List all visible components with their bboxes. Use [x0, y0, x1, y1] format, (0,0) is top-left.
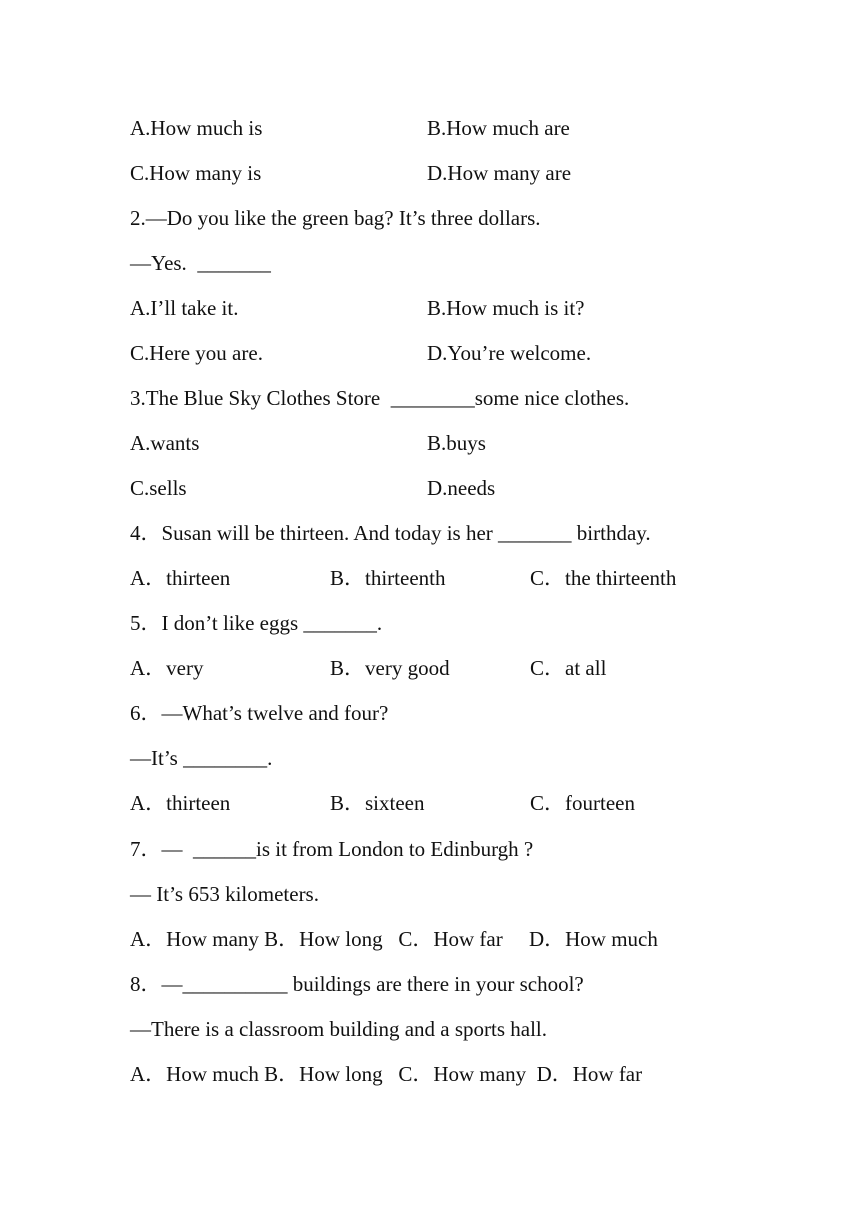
- q8-options: A．How much B．How long C．How many D．How far: [130, 1062, 643, 1086]
- q2-option-b: B.How much is it?: [427, 296, 585, 320]
- q1-option-b: B.How much are: [427, 116, 570, 140]
- q7-options: A．How many B．How long C．How far D．How much: [130, 927, 658, 951]
- q5-option-a: A．very: [130, 656, 204, 680]
- q2-answer: [130, 251, 271, 275]
- q6-question: 6．—What’s twelve and four?: [130, 701, 389, 725]
- q2-answer-prefix: —Yes.: [130, 251, 198, 275]
- q6-option-b: B．sixteen: [330, 791, 425, 815]
- q7-answer: — It’s 653 kilometers.: [130, 882, 319, 906]
- q4-option-a: A．thirteen: [130, 566, 231, 590]
- q8-question: 8．—__________ buildings are there in your school?: [130, 972, 584, 996]
- q7-question: [130, 837, 533, 861]
- q6-option-c: C．fourteen: [530, 791, 635, 815]
- q6-answer: —It’s ________.: [130, 746, 273, 770]
- q7-question-prefix: 7．—: [130, 837, 193, 861]
- q2-question: 2.—Do you like the green bag? It’s three dollars.: [130, 206, 541, 230]
- q4-option-b: B．thirteenth: [330, 566, 446, 590]
- q2-option-c: C.Here you are.: [130, 341, 263, 365]
- q7-question-suffix: is it from London to Edinburgh ?: [256, 837, 534, 861]
- q1-option-c: C.How many is: [130, 161, 262, 185]
- q2-answer-blank: _______: [197, 251, 271, 275]
- q3-option-c: C.sells: [130, 476, 187, 500]
- q1-option-d: D.How many are: [427, 161, 572, 185]
- q1-option-a: A.How much is: [130, 116, 263, 140]
- q4-option-c: C．the thirteenth: [530, 566, 677, 590]
- q5-option-b: B．very good: [330, 656, 450, 680]
- q4-question: 4．Susan will be thirteen. And today is her _______ birthday.: [130, 521, 651, 545]
- q3-option-d: D.needs: [427, 476, 496, 500]
- q3-option-b: B.buys: [427, 431, 486, 455]
- q5-option-c: C．at all: [530, 656, 607, 680]
- q3-option-a: A.wants: [130, 431, 200, 455]
- q3-question: 3.The Blue Sky Clothes Store ________some nice clothes.: [130, 386, 630, 410]
- q6-option-a: A．thirteen: [130, 791, 231, 815]
- q2-option-a: A.I’ll take it.: [130, 296, 239, 320]
- q5-question: 5．I don’t like eggs _______.: [130, 611, 383, 635]
- q2-option-d: D.You’re welcome.: [427, 341, 592, 365]
- q8-answer: —There is a classroom building and a sports hall.: [130, 1017, 547, 1041]
- q7-question-blank: ______: [193, 837, 256, 861]
